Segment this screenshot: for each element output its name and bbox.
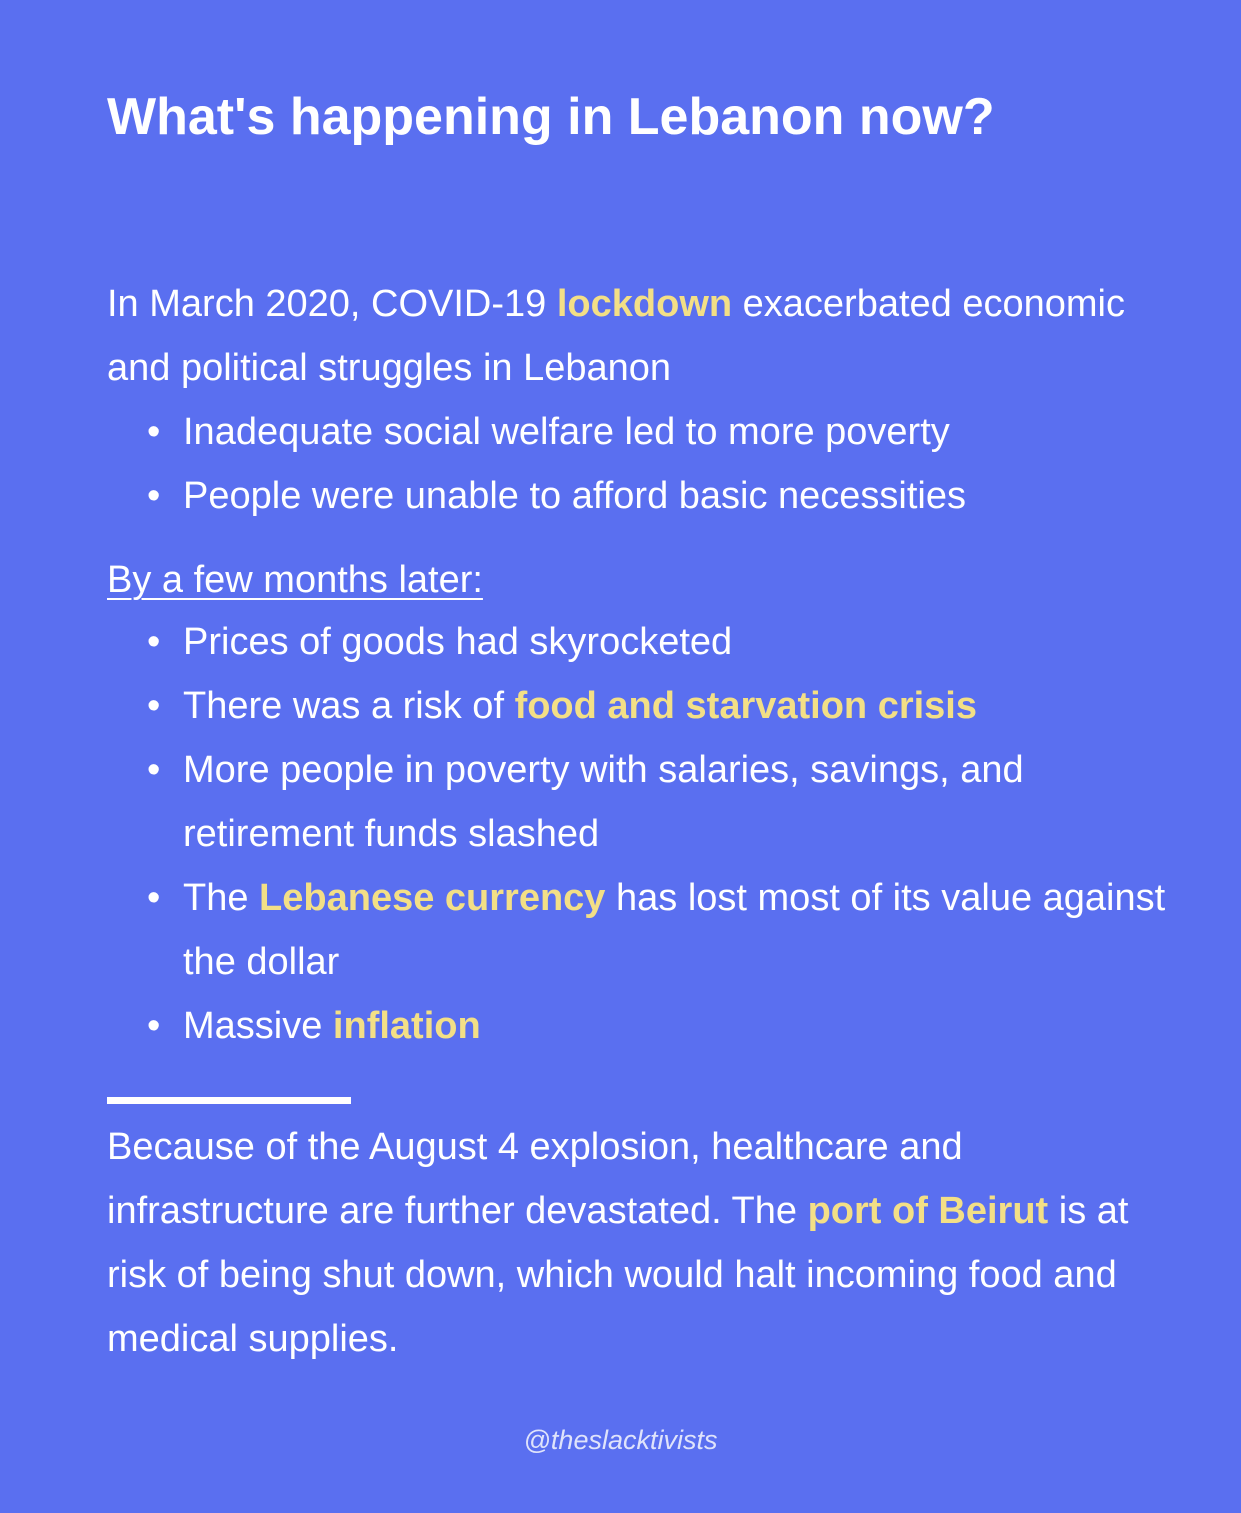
list-item — [107, 610, 1187, 674]
intro-highlight: lockdown — [556, 283, 733, 325]
list-item — [107, 994, 1187, 1058]
bullet-text: There was a risk of — [183, 685, 515, 727]
bullet-text: Massive — [183, 1005, 333, 1047]
intro-text-before: In March 2020, COVID-19 — [107, 283, 557, 325]
bullet-highlight: food and starvation crisis — [514, 685, 978, 727]
list-item: • People were unable to afford basic necessities — [107, 464, 1187, 528]
list-item — [107, 738, 1187, 866]
bullet-text: The — [183, 877, 260, 919]
section-subheading: By a few months later: — [107, 559, 483, 601]
bullet-highlight: inflation — [332, 1005, 481, 1047]
list-item — [107, 866, 1187, 994]
intro-text-after: exacerbated economic and political struggles in Lebanon — [107, 283, 1125, 389]
later-bullet-list — [107, 610, 1187, 1058]
section-divider — [107, 1097, 351, 1104]
bullet-text: Prices of goods had skyrocketed — [183, 621, 733, 663]
outro-paragraph — [107, 1115, 1167, 1371]
account-handle: @theslacktivists — [523, 1425, 718, 1455]
outro-text-after: is at risk of being shut down, which would halt incoming food and medical supplies. — [107, 1190, 1129, 1360]
list-item: • Inadequate social welfare led to more poverty — [107, 400, 1187, 464]
bullet-text: More people in poverty with salaries, savings, and retirement funds slashed — [183, 749, 1024, 855]
bullet-highlight: Lebanese currency — [259, 877, 606, 919]
intro-paragraph — [107, 272, 1187, 400]
outro-text-before: Because of the August 4 explosion, healthcare and infrastructure are further devastated. The — [107, 1126, 963, 1232]
intro-bullet-list — [107, 400, 1187, 528]
outro-highlight: port of Beirut — [807, 1190, 1049, 1232]
list-item — [107, 674, 1187, 738]
page-title: What's happening in Lebanon now? — [107, 88, 995, 146]
bullet-text-after: has lost most of its value against the dollar — [183, 877, 1166, 983]
